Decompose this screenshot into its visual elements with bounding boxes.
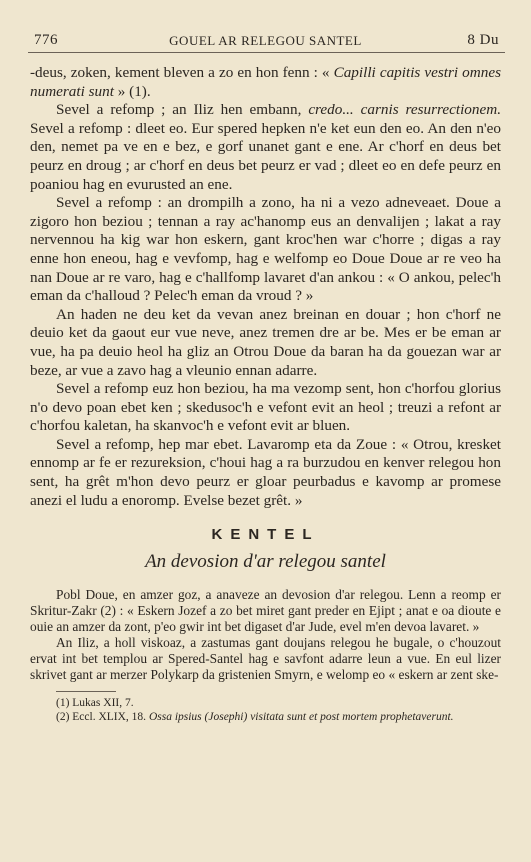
- paragraph-4: An haden ne deu ket da vevan anez breinan en douar ; hon c'horf ne deuio ket da gaout eur vue neve, anez tremen dre ar be. Mes er be eman ar vue, ha pa deuio heol ha gliz an Otrou Doue da baran ha da gouezan war ar beze, ar vue a zavo hag a vleunio ennan adarre.: [30, 305, 501, 379]
- page-number: 776: [34, 32, 58, 48]
- footnote-rule: [56, 691, 116, 692]
- paragraph-3: Sevel a refomp : an drompilh a zono, ha ni a vezo adneveaet. Doue a zigoro hon beziou ; tennan a ray ac'hanomp eus an denvalijen ; lakat a ray nervennou ha kig war hon eskern, gant kroc'hen war c'horre ; digas a ray enne hon eneou, hag e vevfomp, hag e welfomp eo Doue Doue ar re veo ha nan Doue ar re varo, hag e c'hallfomp lavaret d'an ankou : « O ankou, pelec'h eman da c'halloud ? Pelec'h eman da vroud ? »: [30, 194, 501, 305]
- running-head: [30, 28, 501, 52]
- section-paragraph-2: An Iliz, a holl viskoaz, a zastumas gant doujans relegou he bugale, o c'houzout ervat int bet templou ar Spered-Santel hag e savfont adarre leun a vue. En eul lizer skrivet gant ar merzer Polykarp da gristenien Smyrn, e welomp eo « eskern ar zent ske-: [30, 635, 501, 683]
- header-rule: [28, 52, 505, 53]
- section-paragraph-1: Pobl Doue, en amzer goz, a anaveze an devosion d'ar relegou. Lenn a reomp er Skritur-Zakr (2) : « Eskern Jozef a zo bet miret gant preder en Ejipt ; anat e oa dioute e ouie an amzer da zont, p'eo gwir int bet digaset d'ar Jude, evel m'en devoa lavaret. »: [30, 587, 501, 635]
- running-title: GOUEL AR RELEGOU SANTEL: [169, 33, 362, 48]
- footnote-1: (1) Lukas XII, 7.: [56, 697, 134, 710]
- latin-quote: Capilli capitis vestri omnes numerati sunt: [30, 64, 501, 100]
- paragraph-6: Sevel a refomp, hep mar ebet. Lavaromp eta da Zoue : « Otrou, kresket ennomp ar fe er rezureksion, c'houi hag a ra burzudou en kenver relegou hon sent, ha grêt m'hon devo peurz er gloar peurbadus e kavomp ar promese anezi el ludu a enoromp. Evelse bezet grêt. »: [30, 435, 501, 509]
- footnote-2: (2) Eccl. XLIX, 18. Ossa ipsius (Josephi) visitata sunt et post mortem prophetaverunt.: [56, 711, 454, 724]
- latin-quote: credo... carnis resurrectionem.: [308, 101, 501, 119]
- paragraph-1: -deus, zoken, kement bleven a zo en hon fenn : « Capilli capitis vestri omnes numerati sunt » (1).: [30, 64, 501, 100]
- section-heading: KENTEL: [211, 526, 320, 544]
- paragraph-5: Sevel a refomp euz hon beziou, ha ma vezomp sent, hon c'horfou glorius n'o devo poan ebet ken ; skedusoc'h e vefont evit an heol ; treuzi a refont ar c'horfou kaletan, ha skanvoc'h e vefont evit ar bluen.: [30, 380, 501, 435]
- main-text: [30, 64, 501, 510]
- paragraph-2: Sevel a refomp ; an Iliz hen embann, credo... carnis resurrectionem. Sevel a refomp : dleet eo. Eur spered hepken n'e ket eun den eo. An den n'eo den, nemet pa ve en e bez, e gorf unanet gant e ene. Ar c'horf en deus bet peurz en droug ; ar c'horf en deus bet peurz er vad ; dleet eo en defe peurz en poaniou hag en evurusted an ene.: [30, 101, 501, 193]
- month-marker: 8 Du: [467, 32, 499, 48]
- footnotes: [30, 696, 501, 724]
- section-subheading: An devosion d'ar relegou santel: [145, 551, 386, 573]
- section-text: [30, 587, 501, 683]
